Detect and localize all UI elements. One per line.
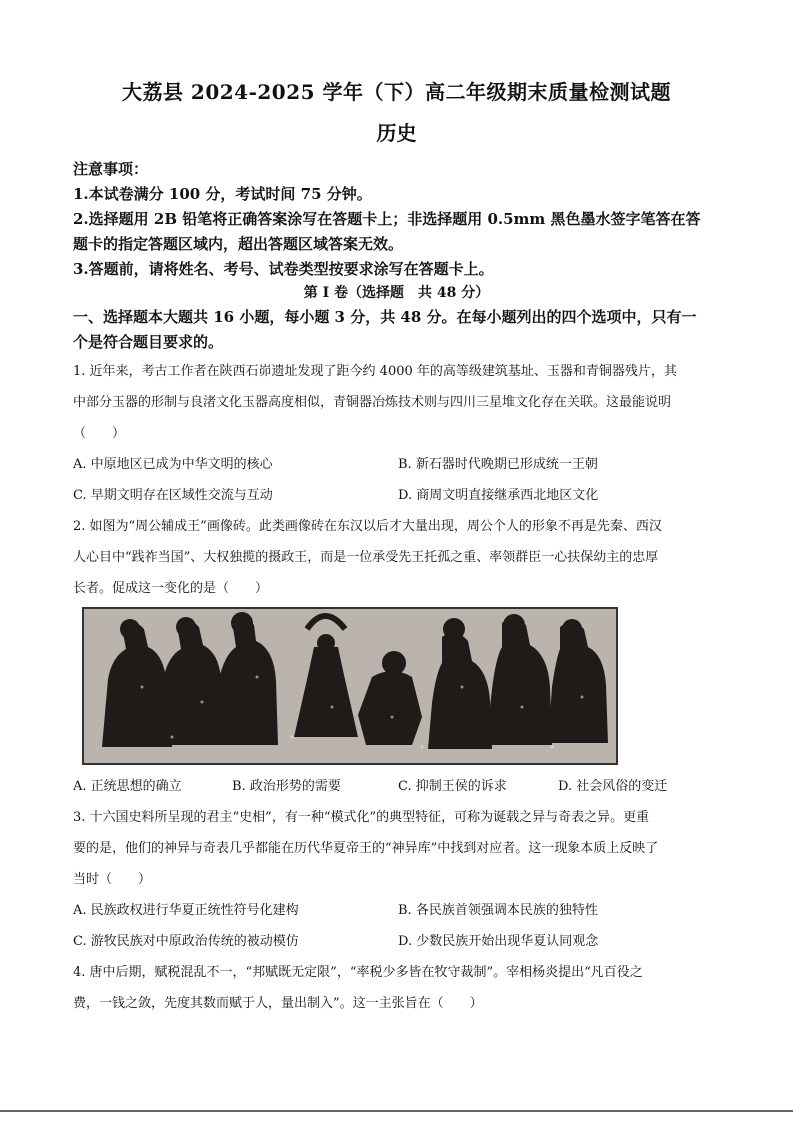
question-3-text: 要的是，他们的神异与奇表几乎都能在历代华夏帝王的“神异库”中找到对应者。这一现象本质上反映了 xyxy=(73,841,659,856)
question-1-text: 1. 近年来，考古工作者在陕西石峁遗址发现了距今约 4000 年的高等级建筑基址、玉器和青铜器残片，其 xyxy=(73,364,677,379)
question-1-option-a[interactable]: A. 中原地区已成为中华文明的核心 xyxy=(73,457,273,472)
question-2-text: 长者。促成这一变化的是（ ） xyxy=(73,581,269,596)
subject-title: 历史 xyxy=(376,121,417,145)
page-bottom-divider xyxy=(0,1110,793,1112)
part1-instruction: 一、选择题本大题共 16 小题，每小题 3 分，共 48 分。在每小题列出的四个选项中，只有一 xyxy=(73,308,697,326)
exam-title: 大荔县 2024-2025 学年（下）高二年级期末质量检测试题 xyxy=(121,80,672,104)
question-2-option-b[interactable]: B. 政治形势的需要 xyxy=(232,779,341,794)
question-3-option-a[interactable]: A. 民族政权进行华夏正统性符号化建构 xyxy=(73,903,299,918)
question-1-text: （ ） xyxy=(73,426,126,441)
question-3-text: 当时（ ） xyxy=(73,872,152,887)
question-1-option-d[interactable]: D. 商周文明直接继承西北地区文化 xyxy=(398,488,599,503)
question-1-text: 中部分玉器的形制与良渚文化玉器高度相似，青铜器冶炼技术则与四川三星堆文化存在关联。这最能说明 xyxy=(73,395,672,410)
question-3-option-b[interactable]: B. 各民族首领强调本民族的独特性 xyxy=(398,903,598,918)
notes-heading: 注意事项： xyxy=(73,160,149,178)
question-2-option-a[interactable]: A. 正统思想的确立 xyxy=(73,779,182,794)
note-item: 2.选择题用 2B 铅笔将正确答案涂写在答题卡上；非选择题用 0.5mm 黑色墨水签字笔答在答 xyxy=(73,210,701,228)
question-3-text: 3. 十六国史料所呈现的君主“史相”，有一种“模式化”的典型特征，可称为诞载之异与奇表之异。更重 xyxy=(73,810,650,825)
question-4-text: 费，一钱之敛，先度其数而赋于人，量出制入”。这一主张旨在（ ） xyxy=(73,996,483,1011)
question-2-option-d[interactable]: D. 社会风俗的变迁 xyxy=(558,779,668,794)
relief-brick-image xyxy=(82,607,618,765)
question-1-option-c[interactable]: C. 早期文明存在区域性交流与互动 xyxy=(73,488,273,503)
question-4-text: 4. 唐中后期，赋税混乱不一，“邦赋既无定限”，“率税少多皆在牧守裁制”。宰相杨炎提出“凡百役之 xyxy=(73,965,643,980)
question-3-option-d[interactable]: D. 少数民族开始出现华夏认同观念 xyxy=(398,934,599,949)
question-3-option-c[interactable]: C. 游牧民族对中原政治传统的被动模仿 xyxy=(73,934,299,949)
note-item: 1.本试卷满分 100 分，考试时间 75 分钟。 xyxy=(73,185,372,203)
part1-instruction: 个是符合题目要求的。 xyxy=(73,333,224,351)
part1-heading: 第 I 卷（选择题 共 48 分） xyxy=(303,285,490,301)
question-1-option-b[interactable]: B. 新石器时代晚期已形成统一王朝 xyxy=(398,457,598,472)
question-2-text: 2. 如图为“周公辅成王”画像砖。此类画像砖在东汉以后才大量出现，周公个人的形象不再是先秦、西汉 xyxy=(73,519,662,534)
question-2-text: 人心目中“践祚当国”、大权独揽的摄政王，而是一位承受先王托孤之重、率领群臣一心扶保幼主的忠厚 xyxy=(73,550,659,565)
note-item: 题卡的指定答题区域内，超出答题区域答案无效。 xyxy=(73,235,404,253)
note-item: 3.答题前，请将姓名、考号、试卷类型按要求涂写在答题卡上。 xyxy=(73,260,494,278)
question-2-option-c[interactable]: C. 抑制王侯的诉求 xyxy=(398,779,507,794)
